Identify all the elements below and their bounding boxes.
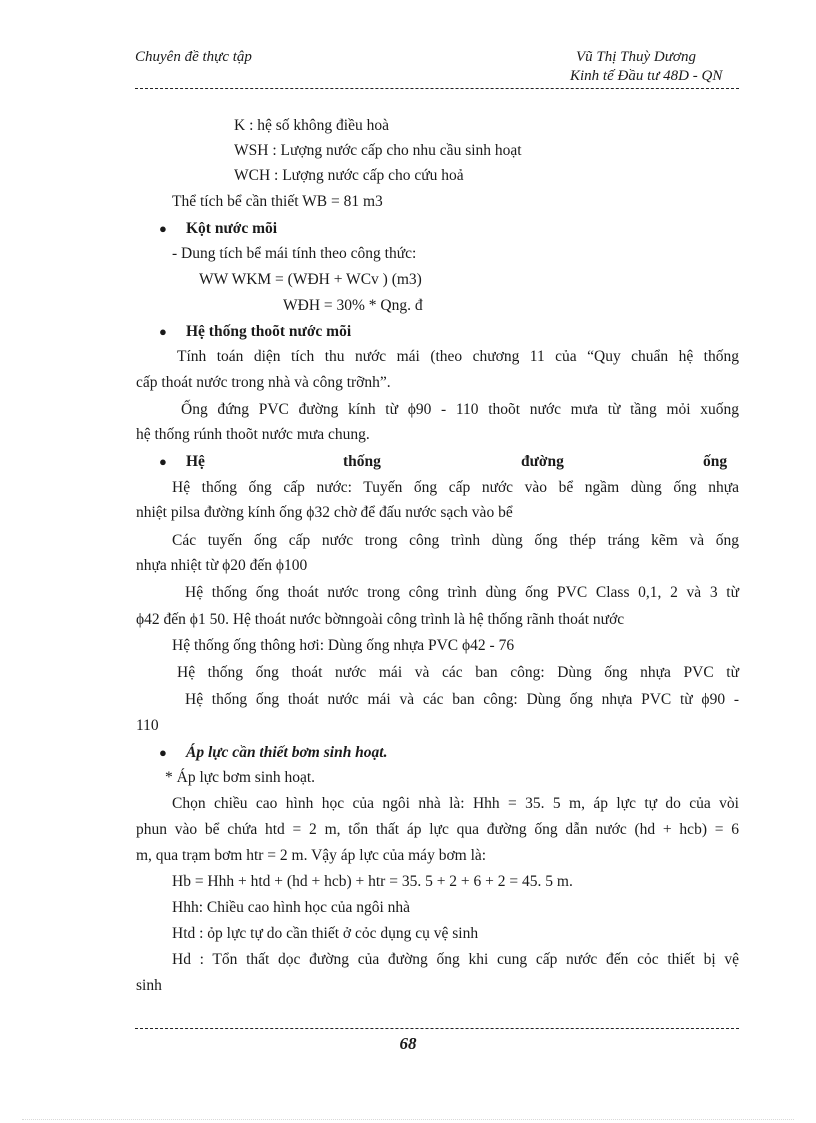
bullet-icon: ● [159,221,167,236]
section-heading-word: đường [521,453,564,470]
text-line: Hệ thống ống thoát nước mái và các ban công: Dùng ống nhựa PVC từ ϕ90 - [185,691,739,708]
text-line: ϕ42 đến ϕ1 50. Hệ thoát nước bờnngoài công trình là hệ thống rãnh thoát nước [136,611,625,628]
footer-rule [135,1028,739,1029]
page-edge-dotted-line [22,1119,794,1120]
text-line: Thể tích bể cần thiết WB = 81 m3 [172,193,383,210]
text-line: hệ thống rúnh thoõt nước mưa chung. [136,426,370,443]
text-line: Hệ thống ống thoát nước mái và các ban công: Dùng ống nhựa PVC từ [177,664,739,681]
header-left: Chuyên đề thực tập [135,49,252,65]
section-heading: Kột nước mõi [186,220,278,237]
text-line: 110 [136,717,159,734]
text-line: WCH : Lượng nước cấp cho cứu hoả [234,167,464,184]
formula-line: WW WKM = (WĐH + WCv ) (m3) [199,271,422,288]
formula-line: WĐH = 30% * Qng. đ [283,297,423,314]
formula-line: Hb = Hhh + htd + (hd + hcb) + htr = 35. 5 + 2 + 6 + 2 = 45. 5 m. [172,873,573,890]
text-line: sinh [136,977,162,994]
text-line: nhiệt pilsa đường kính ống ϕ32 chờ để đấu nước sạch vào bể [136,504,513,521]
text-line: Ống đứng PVC đường kính từ ϕ90 - 110 thoõt nước mưa từ tầng mỏi xuống [181,401,739,418]
header-rule [135,88,739,89]
text-line: phun vào bể chứa htd = 2 m, tổn thất áp lực qua đường ống dẫn nước (hd + hcb) = 6 [136,821,739,838]
section-heading-word: thống [343,453,381,470]
header-author: Vũ Thị Thuỳ Dương [576,49,696,65]
section-heading-word: Hệ [186,453,205,470]
text-line: Các tuyến ống cấp nước trong công trình dùng ống thép tráng kẽm và ống [172,532,739,549]
bullet-icon: ● [159,324,167,339]
text-line: cấp thoát nước trong nhà và công trỡnh”. [136,374,391,391]
bullet-icon: ● [159,454,167,469]
text-line: nhựa nhiệt từ ϕ20 đến ϕ100 [136,557,308,574]
section-heading-word: ống [703,453,728,470]
section-heading: Áp lực cần thiết bơm sinh hoạt. [186,744,388,761]
text-line: - Dung tích bể mái tính theo công thức: [172,245,417,262]
text-line: Tính toán diện tích thu nước mái (theo chương 11 của “Quy chuẩn hệ thống [177,348,739,365]
text-line: WSH : Lượng nước cấp cho nhu cầu sinh hoạt [234,142,522,159]
text-line: Chọn chiều cao hình học của ngôi nhà là: Hhh = 35. 5 m, áp lực tự do của vòi [172,795,739,812]
text-line: Hd : Tổn thất dọc đường của đường ống khi cung cấp nước đến cỏc thiết bị vệ [172,951,739,968]
header-class: Kinh tế Đầu tư 48D - QN [570,68,723,84]
section-heading: Hệ thống thoõt nước mõi [186,323,352,340]
text-line: * Áp lực bơm sinh hoạt. [165,769,316,786]
text-line: K : hệ số không điều hoà [234,117,389,134]
page-number: 68 [399,1034,417,1053]
text-line: m, qua trạm bơm htr = 2 m. Vậy áp lực của máy bơm là: [136,847,487,864]
text-line: Hhh: Chiều cao hình học của ngôi nhà [172,899,411,916]
text-line: Hệ thống ống cấp nước: Tuyến ống cấp nước vào bể ngầm dùng ống nhựa [172,479,739,496]
text-line: Htd : ỏp lực tự do cần thiết ở cỏc dụng cụ vệ sinh [172,925,479,942]
text-line: Hệ thống ống thoát nước trong công trình dùng ống PVC Class 0,1, 2 và 3 từ [185,584,739,601]
bullet-icon: ● [159,745,167,760]
text-line: Hệ thống ống thông hơi: Dùng ống nhựa PVC ϕ42 - 76 [172,637,515,654]
